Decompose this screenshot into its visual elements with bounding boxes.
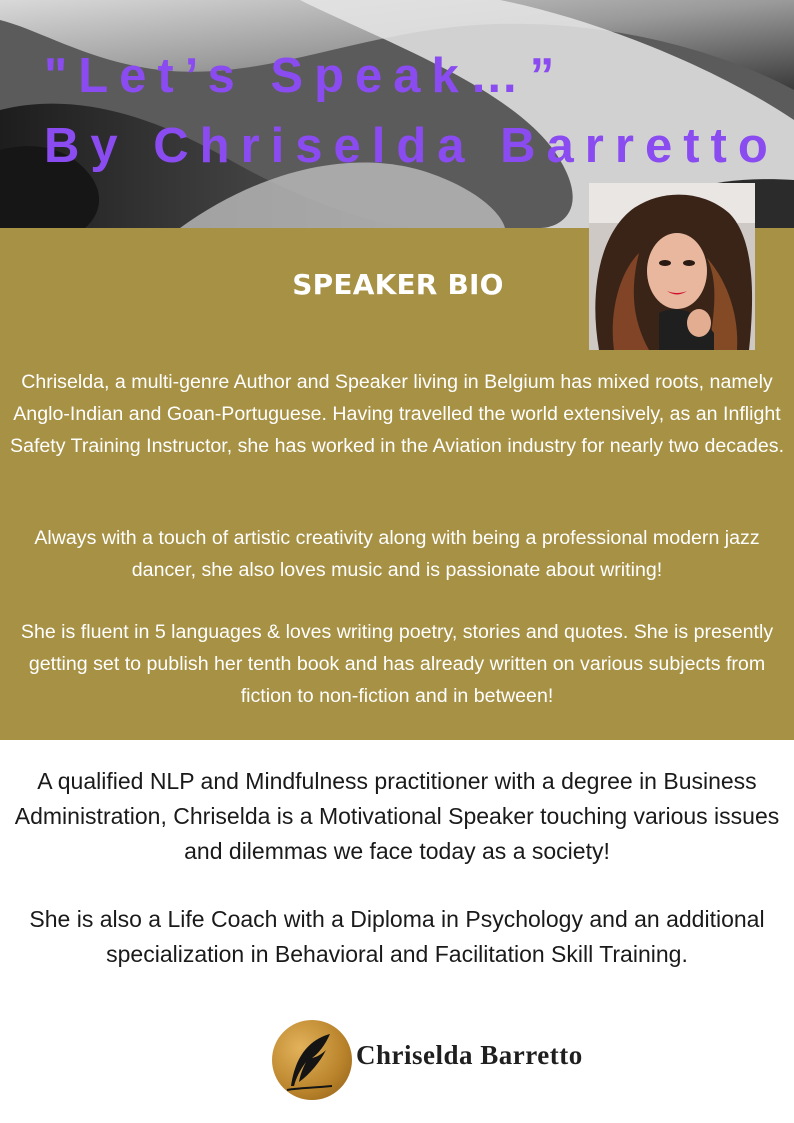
bio-paragraph-1: Chriselda, a multi-genre Author and Speaker living in Belgium has mixed roots, namely Anglo-Indian and Goan-Portuguese. Having travelled the world extensively, as an Inflight Safety Training Instructor, she has worked in the Aviation industry for nearly two decades. bbox=[10, 371, 785, 457]
quill-feather-icon bbox=[272, 1020, 352, 1100]
section-heading bbox=[0, 268, 794, 301]
body-paragraph-1: A qualified NLP and Mindfulness practitioner with a degree in Business Administration, Chriselda is a Motivational Speaker touching various issues and dilemmas we face today as a society! bbox=[14, 768, 780, 864]
speaker-portrait-photo bbox=[589, 183, 755, 350]
body-paragraph-2: She is also a Life Coach with a Diploma in Psychology and an additional specialization in Behavioral and Facilitation Skill Training. bbox=[29, 906, 765, 967]
section-heading-text: SPEAKER BIO bbox=[292, 268, 504, 301]
logo-wordmark: Chriselda Barretto bbox=[356, 1040, 583, 1070]
page-title-line-2: By Chriselda Barretto bbox=[44, 119, 779, 173]
page-title-line-1: "Let’s Speak…” bbox=[44, 49, 566, 103]
brand-logo bbox=[272, 1020, 602, 1100]
logo-circle-badge bbox=[272, 1020, 352, 1100]
bio-paragraph-2: Always with a touch of artistic creativity along with being a professional modern jazz dancer, she also loves music and is passionate about writing! bbox=[34, 527, 760, 581]
bio-paragraph-3: She is fluent in 5 languages & loves writing poetry, stories and quotes. She is presently getting set to publish her tenth book and has already written on various subjects from fiction to non-fiction and in between! bbox=[20, 621, 774, 707]
